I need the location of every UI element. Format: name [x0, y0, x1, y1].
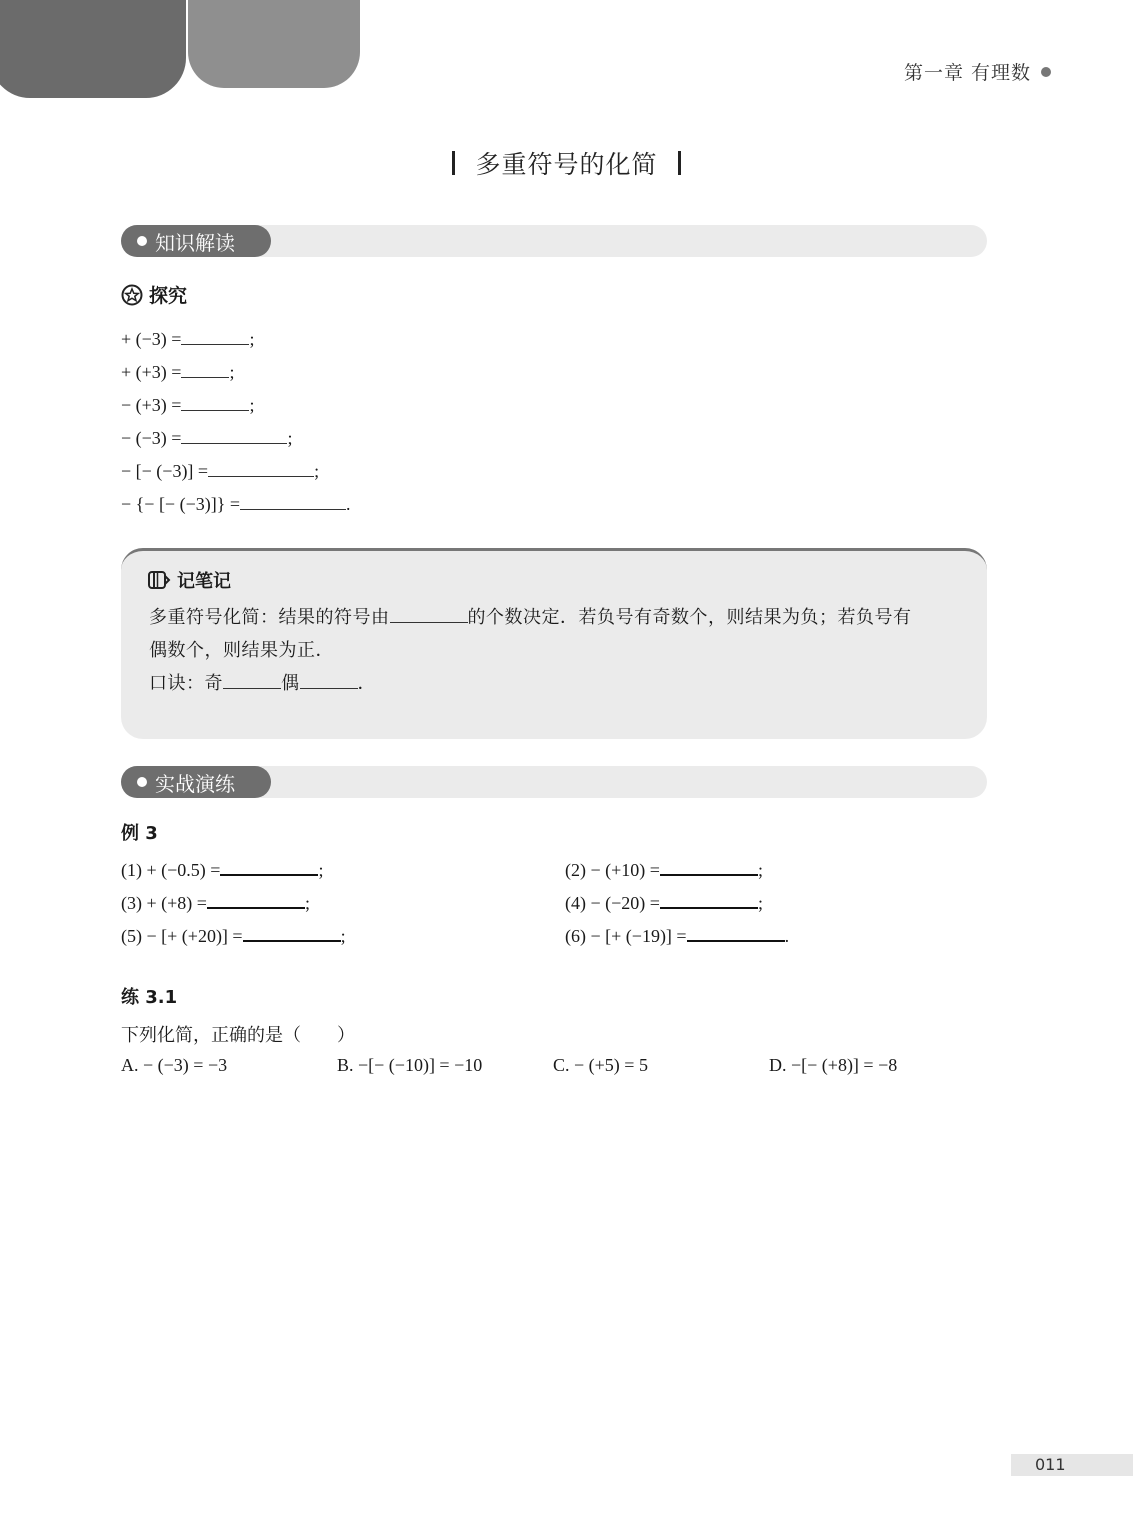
- answer-blank[interactable]: [223, 672, 281, 689]
- notes-heading: [147, 567, 231, 593]
- punctuation: .: [346, 494, 351, 514]
- answer-blank[interactable]: [300, 672, 358, 689]
- explore-line: [121, 460, 319, 482]
- answer-blank[interactable]: [207, 891, 305, 909]
- answer-blank[interactable]: [181, 427, 287, 444]
- page-title-text: 多重符号的化简: [475, 150, 658, 179]
- math-expression: − [+ (+20)] =: [146, 926, 243, 946]
- math-expression: + (+3) =: [121, 362, 182, 382]
- answer-blank[interactable]: [208, 460, 314, 477]
- punctuation: ;: [229, 362, 235, 382]
- notes-text: 偶: [281, 673, 300, 694]
- header-tab-decoration: [0, 0, 186, 98]
- math-expression: − [− (−3)] =: [121, 461, 209, 481]
- punctuation: ;: [318, 860, 324, 880]
- option-b[interactable]: B. −[− (−10)] = −10: [337, 1055, 483, 1075]
- practice-heading: 练 3.1: [121, 987, 178, 1008]
- math-expression: − (−20) =: [590, 893, 660, 913]
- section-bar-knowledge: [121, 225, 987, 257]
- punctuation: .: [784, 926, 790, 946]
- answer-blank[interactable]: [181, 394, 249, 411]
- answer-blank[interactable]: [687, 924, 785, 942]
- punctuation: ;: [249, 329, 255, 349]
- answer-blank[interactable]: [181, 328, 249, 345]
- explore-line: [121, 493, 351, 515]
- math-expression: + (−3) =: [121, 329, 182, 349]
- item-number: (6): [565, 926, 586, 946]
- math-expression: − (−3) =: [121, 428, 182, 448]
- chapter-header: [904, 58, 1051, 85]
- notebook-icon: [147, 570, 171, 590]
- notes-text: 口诀：奇: [149, 673, 223, 694]
- explore-line: [121, 394, 254, 416]
- punctuation: ;: [314, 461, 320, 481]
- page-title: [452, 145, 680, 181]
- option-d[interactable]: D. −[− (+8)] = −8: [769, 1055, 898, 1075]
- punctuation: ;: [304, 893, 310, 913]
- notes-text: 多重符号化简：结果的符号由: [149, 607, 390, 628]
- bullet-icon: [137, 236, 147, 246]
- item-number: (5): [121, 926, 142, 946]
- bullet-icon: [137, 777, 147, 787]
- option-a[interactable]: A. − (−3) = −3: [121, 1055, 228, 1075]
- math-expression: − (+10) =: [590, 860, 660, 880]
- notes-heading-text: 记笔记: [177, 571, 231, 592]
- title-bar-right: [678, 151, 681, 175]
- answer-blank[interactable]: [660, 858, 758, 876]
- bullet-icon: [1041, 67, 1051, 77]
- answer-blank[interactable]: [181, 361, 229, 378]
- explore-heading: [121, 281, 187, 308]
- example-item: [121, 891, 310, 914]
- example-item: [121, 858, 323, 881]
- star-circle-icon: [121, 284, 143, 306]
- punctuation: ;: [757, 893, 763, 913]
- answer-blank[interactable]: [243, 924, 341, 942]
- header-tab-decoration: [188, 0, 360, 88]
- example-heading: 例 3: [121, 823, 158, 844]
- punctuation: ;: [249, 395, 255, 415]
- answer-blank[interactable]: [660, 891, 758, 909]
- math-expression: − [+ (−19)] =: [590, 926, 687, 946]
- punctuation: ;: [757, 860, 763, 880]
- explore-line: [121, 328, 254, 350]
- math-expression: + (−0.5) =: [146, 860, 221, 880]
- example-item: [565, 858, 763, 881]
- punctuation: ;: [340, 926, 346, 946]
- section-pill: [121, 766, 271, 798]
- notes-line-2: [149, 636, 334, 662]
- item-number: (4): [565, 893, 586, 913]
- item-number: (3): [121, 893, 142, 913]
- explore-heading-text: 探究: [149, 285, 188, 307]
- notes-line-3: [149, 669, 376, 695]
- explore-line: [121, 361, 234, 383]
- notes-box: [121, 548, 987, 739]
- section-pill: [121, 225, 271, 257]
- answer-blank[interactable]: [220, 858, 318, 876]
- math-expression: − {− [− (−3)]} =: [121, 494, 241, 514]
- title-bar-left: [452, 151, 455, 175]
- notes-text: ．: [357, 673, 376, 694]
- example-item: [565, 924, 789, 947]
- example-item: [565, 891, 763, 914]
- notes-text: 偶数个，则结果为正．: [149, 640, 334, 661]
- example-item: [121, 924, 346, 947]
- option-c[interactable]: C. − (+5) = 5: [553, 1055, 648, 1075]
- section-label: 知识解读: [155, 230, 235, 255]
- section-bar-practice: [121, 766, 987, 798]
- explore-line: [121, 427, 292, 449]
- notes-line-1: [149, 603, 912, 629]
- answer-blank[interactable]: [240, 493, 346, 510]
- page-number: 011: [1011, 1454, 1133, 1476]
- item-number: (2): [565, 860, 586, 880]
- answer-blank[interactable]: [390, 606, 468, 623]
- item-number: (1): [121, 860, 142, 880]
- math-expression: + (+8) =: [146, 893, 207, 913]
- math-expression: − (+3) =: [121, 395, 182, 415]
- punctuation: ;: [287, 428, 293, 448]
- page-title-wrap: [0, 145, 1133, 181]
- notes-text: 的个数决定．若负号有奇数个，则结果为负；若负号有: [467, 607, 912, 628]
- section-label: 实战演练: [155, 771, 235, 796]
- chapter-title: 第一章 有理数: [903, 62, 1031, 84]
- question-text: 下列化简，正确的是（ ）: [121, 1025, 355, 1046]
